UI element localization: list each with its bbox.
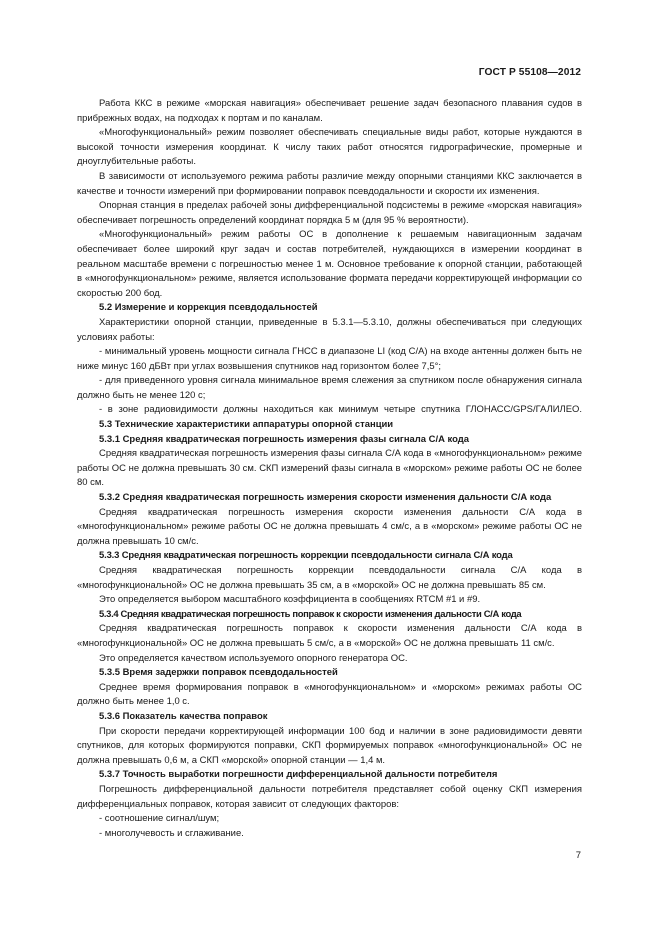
section-heading-5-3-2: 5.3.2 Средняя квадратическая погрешность измерения скорости изменения дальности С/А кода xyxy=(99,492,552,504)
section-heading-5-3-5: 5.3.5 Время задержки поправок псевдодальностей xyxy=(99,667,338,679)
page-number: 7 xyxy=(575,850,581,861)
list-item-satellites: - в зоне радиовидимости должны находиться как минимум четыре спутника ГЛОНАСС/GPS/ГАЛИЛЕО. xyxy=(99,404,582,416)
paragraph-rate-correction: Средняя квадратическая погрешность поправок к скорости изменения дальности С/А кода в «многофункциональной» ОС не должна превышать 5 см/с, а в «морской» ОС не должна превышать 11 см/с. xyxy=(77,623,582,649)
paragraph-conditions-intro: Характеристики опорной станции, приведенные в 5.3.1—5.3.10, должны обеспечиваться при следующих условиях работы: xyxy=(77,316,582,343)
document-body xyxy=(77,97,582,841)
paragraph-mode-differences: В зависимости от используемого режима работы различие между опорными станциями ККС заключается в качестве и точности измерений при формировании поправок псевдодальности и скорости их изменения. xyxy=(77,170,582,197)
paragraph-phase-error: Средняя квадратическая погрешность измерения фазы сигнала С/А кода в «многофункциональном» режиме работы ОС не должна превышать 30 см. СКП измерений фазы сигнала в «морском» режиме работы ОС не более 80 см. xyxy=(77,448,582,489)
section-heading-5-3-3: 5.3.3 Средняя квадратическая погрешность коррекции псевдодальности сигнала С/А кода xyxy=(99,550,513,562)
paragraph-latency: Среднее время формирования поправок в «многофункциональном» и «морском» режимах работы ОС должно быть менее 1,0 с. xyxy=(77,681,582,708)
paragraph-rtcm-note: Это определяется выбором масштабного коэффициента в сообщениях RTCM #1 и #9. xyxy=(99,594,481,606)
section-heading-5-2: 5.2 Измерение и коррекция псевдодальностей xyxy=(99,302,318,314)
section-heading-5-3-7: 5.3.7 Точность выработки погрешности дифференциальной дальности потребителя xyxy=(99,769,498,781)
paragraph-multifunction-mode: «Многофункциональный» режим позволяет обеспечивать специальные виды работ, которые нуждаются в высокой точности измерения координат. К числу таких работ относятся гидрографические, промерные и дноуглубительные работы. xyxy=(77,127,582,168)
standard-header: ГОСТ Р 55108—2012 xyxy=(478,67,581,78)
section-heading-5-3-1: 5.3.1 Средняя квадратическая погрешность измерения фазы сигнала С/А кода xyxy=(99,433,469,445)
paragraph-pseudorange-correction: Средняя квадратическая погрешность коррекции псевдодальности сигнала С/А кода в «многофункциональной» ОС не должна превышать 35 см, а в «морской» ОС не должна превышать 85 см. xyxy=(77,565,582,591)
list-item-signal-level: - минимальный уровень мощности сигнала ГНСС в диапазоне LI (код С/А) на входе антенны должен быть не ниже минус 160 дБВт при углах возвышения спутников над горизонтом более 7,5°; xyxy=(77,346,582,372)
section-heading-5-3: 5.3 Технические характеристики аппаратуры опорной станции xyxy=(99,419,394,431)
paragraph-station-accuracy: Опорная станция в пределах рабочей зоны дифференциальной подсистемы в режиме «морская навигация» обеспечивает погрешность определений координат порядка 5 м (для 95 % вероятности). xyxy=(77,200,582,226)
section-heading-5-3-6: 5.3.6 Показатель качества поправок xyxy=(99,710,268,722)
list-item-tracking-time: - для приведенного уровня сигнала минимальное время слежения за спутником после обнаружения сигнала должно быть не менее 120 с; xyxy=(77,375,582,401)
list-item-multipath: - многолучевость и сглаживание. xyxy=(99,827,244,839)
paragraph-oscillator-note: Это определяется качеством используемого опорного генератора ОС. xyxy=(99,652,408,664)
paragraph-differential-range-error: Погрешность дифференциальной дальности потребителя представляет собой оценку СКП измерения дифференциальных поправок, которая зависит от следующих факторов: xyxy=(77,783,582,810)
list-item-signal-noise: - соотношение сигнал/шум; xyxy=(99,813,220,825)
section-heading-5-3-4: 5.3.4 Средняя квадратическая погрешность поправок к скорости изменения дальности С/А кода xyxy=(99,608,522,620)
paragraph-multifunction-requirements: «Многофункциональный» режим работы ОС в дополнение к решаемым навигационным задачам обеспечивает более широкий круг задач и состав потребителей, нуждающихся в измерении координат в реальном масштабе времени с погрешностью менее 1 м. Основное требование к опорной станции, работающей в «многофункциональном» режиме, является использование формата передачи корректирующей информации со скоростью 200 бод. xyxy=(77,229,582,299)
paragraph-quality-indicator: При скорости передачи корректирующей информации 100 бод и наличии в зоне радиовидимости девяти спутников, для которых формируются поправки, СКП формируемых поправок «многофункциональной» ОС не должна превышать 0,6 м, а СКП «морской» опорной станции — 1,4 м. xyxy=(77,725,582,766)
paragraph-range-rate-error: Средняя квадратическая погрешность измерения скорости изменения дальности С/А кода в «многофункциональном» режиме работы ОС не должна превышать 4 см/с, а в «морском» режиме работы ОС не должна превышать 10 см/с. xyxy=(77,506,582,547)
paragraph-navigation-mode: Работа ККС в режиме «морская навигация» обеспечивает решение задач безопасного плавания судов в прибрежных водах, на подходах к портам и по каналам. xyxy=(77,98,582,124)
